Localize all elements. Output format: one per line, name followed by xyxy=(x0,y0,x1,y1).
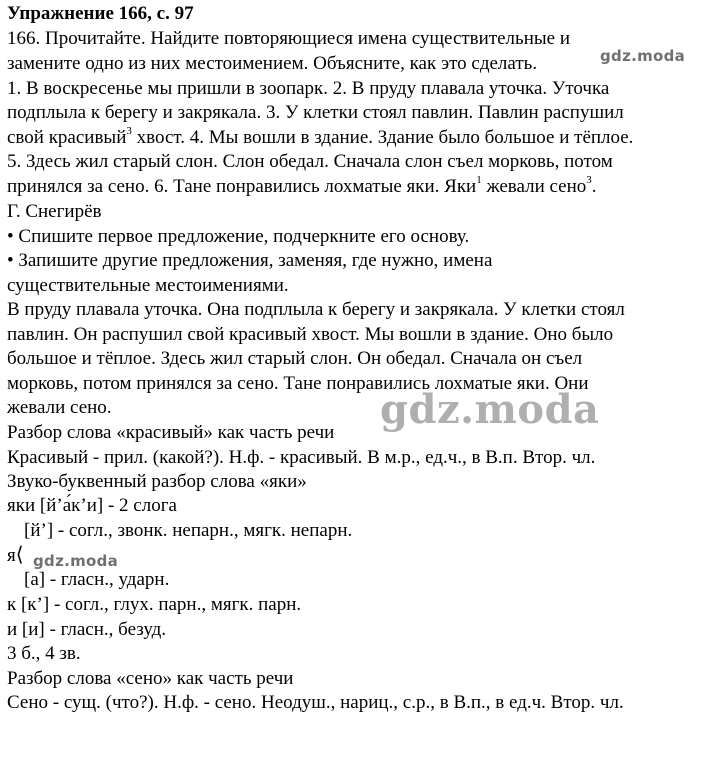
watermark-middle: gdz.moda xyxy=(380,386,600,433)
letter-ya: я xyxy=(7,545,16,566)
task-line-5 xyxy=(7,126,633,151)
analysis-yaki-heading: Звуко-буквенный разбор слова «яки» xyxy=(7,471,307,492)
task-line-6: 5. Здесь жил старый слон. Слон обедал. Сначала слон съел морковь, потом xyxy=(7,151,613,172)
analysis-yaki-sound-i: и [и] - гласн., безуд. xyxy=(7,619,167,640)
task-bullet-2-line-2: существительные местоимениями. xyxy=(7,275,289,296)
analysis-yaki-total: 3 б., 4 зв. xyxy=(7,643,81,664)
task-line-7 xyxy=(7,175,597,200)
task-bullet-1: • Спишите первое предложение, подчеркните его основу. xyxy=(7,226,470,247)
task-line-2: замените одно из них местоимением. Объясните, как это сделать. xyxy=(7,53,538,74)
analysis-yaki-letter-ya xyxy=(7,543,24,569)
analysis-yaki-sound-y: [й’] - согл., звонк. непарн., мягк. непарн. xyxy=(24,520,353,541)
task-line-5-text-a: свой красивый xyxy=(7,127,127,148)
footnote-mark: 3 xyxy=(586,173,592,186)
task-line-1: 166. Прочитайте. Найдите повторяющиеся имена существительные и xyxy=(7,28,570,49)
text-author: Г. Снегирёв xyxy=(7,201,102,222)
analysis-seno-heading: Разбор слова «сено» как часть речи xyxy=(7,668,294,689)
footnote-mark: 1 xyxy=(476,173,482,186)
answer-line-3: большое и тёплое. Здесь жил старый слон. Он обедал. Сначала он съел xyxy=(7,348,583,369)
answer-line-5: жевали сено. xyxy=(7,397,112,418)
watermark-bottom: gdz.moda xyxy=(33,552,119,570)
watermark-top: gdz.moda xyxy=(600,47,686,65)
answer-line-4: морковь, потом принялся за сено. Тане понравились лохматые яки. Они xyxy=(7,373,589,394)
answer-line-1: В пруду плавала уточка. Она подплыла к берегу и закрякала. У клетки стоял xyxy=(7,299,625,320)
analysis-krasivyi-text: Красивый - прил. (какой?). Н.ф. - красивый. В м.р., ед.ч., в В.п. Втор. чл. xyxy=(7,447,596,468)
analysis-yaki-sound-k: к [к’] - согл., глух. парн., мягк. парн. xyxy=(7,594,302,615)
analysis-yaki-sound-a: [а] - гласн., ударн. xyxy=(24,569,170,590)
analysis-seno-text: Сено - сущ. (что?). Н.ф. - сено. Неодуш., нариц., с.р., в В.п., в ед.ч. Втор. чл. xyxy=(7,692,624,713)
analysis-krasivyi-heading: Разбор слова «красивый» как часть речи xyxy=(7,422,335,443)
brace-icon: ⟨ xyxy=(15,544,24,566)
answer-line-2: павлин. Он распушил свой красивый хвост. Мы вошли в здание. Оно было xyxy=(7,324,614,345)
task-line-7-text-a: принялся за сено. 6. Тане понравились лохматые яки. Яки xyxy=(7,176,477,197)
task-bullet-2-line-1: • Запишите другие предложения, заменяя, где нужно, имена xyxy=(7,250,493,271)
task-line-7-text-b: жевали сено xyxy=(481,176,587,197)
task-line-3: 1. В воскресенье мы пришли в зоопарк. 2. В пруду плавала уточка. Уточка xyxy=(7,78,610,99)
task-line-5-text-b: хвост. 4. Мы вошли в здание. Здание было большое и тёплое. xyxy=(131,127,634,148)
task-line-4: подплыла к берегу и закрякала. 3. У клетки стоял павлин. Павлин распушил xyxy=(7,102,624,123)
footnote-mark: 3 xyxy=(126,124,132,137)
exercise-title: Упражнение 166, с. 97 xyxy=(7,3,194,24)
analysis-yaki-transcription: яки [й’а́к’и] - 2 слога xyxy=(7,495,177,516)
task-line-7-text-c: . xyxy=(591,176,597,197)
